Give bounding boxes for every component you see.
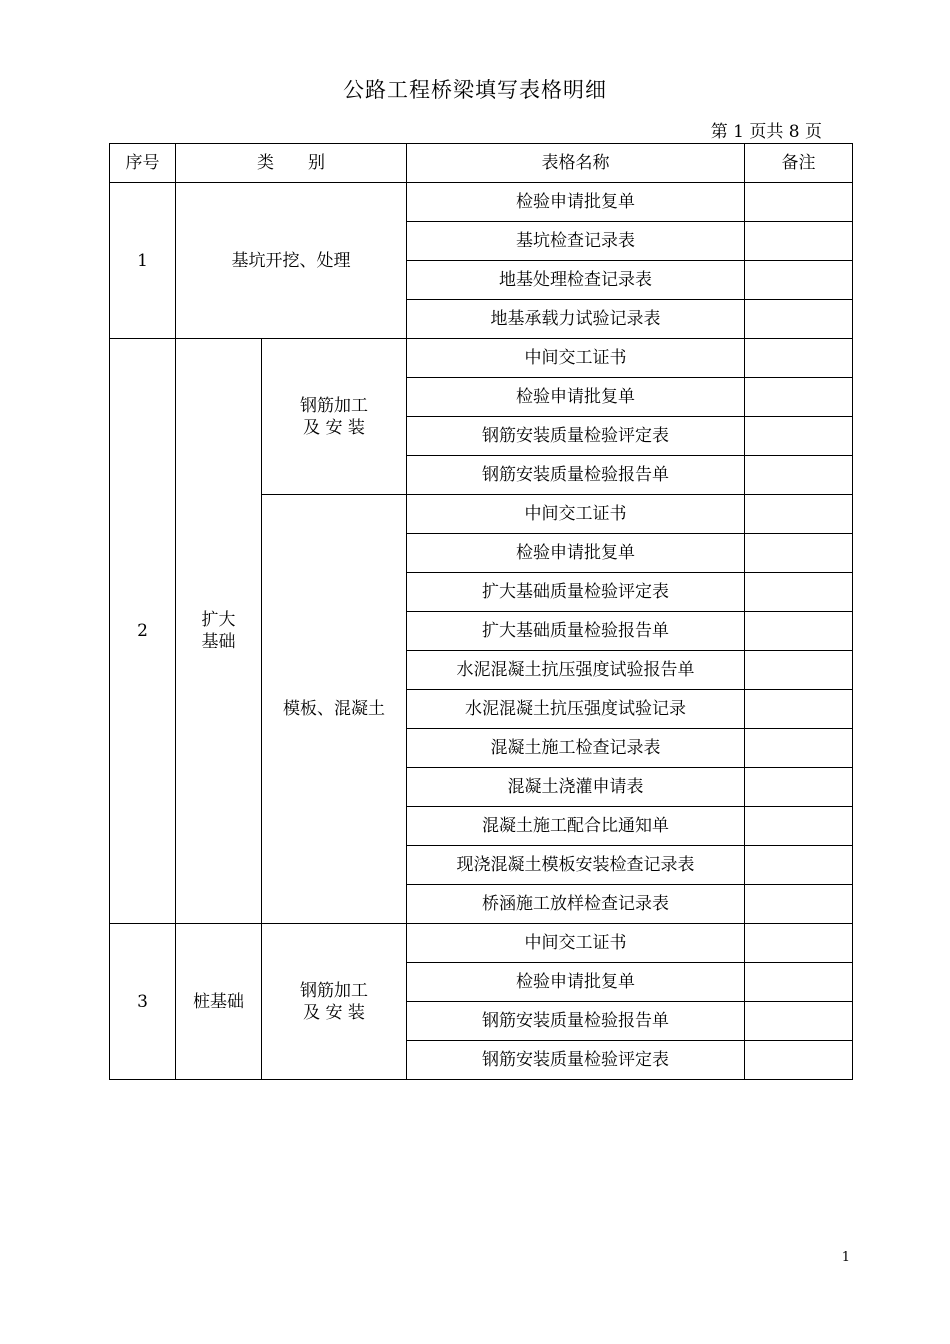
form-name-cell: 中间交工证书 bbox=[407, 924, 745, 963]
subcategory-line: 及 安 装 bbox=[303, 417, 365, 438]
form-name-cell: 水泥混凝土抗压强度试验报告单 bbox=[407, 651, 745, 690]
table-header-row bbox=[110, 144, 853, 183]
form-name-cell: 中间交工证书 bbox=[407, 495, 745, 534]
remark-cell bbox=[745, 846, 853, 885]
category-cell: 基坑开挖、处理 bbox=[176, 183, 407, 339]
subcategory-cell bbox=[262, 924, 407, 1080]
category-cell bbox=[176, 339, 262, 924]
remark-cell bbox=[745, 651, 853, 690]
form-name-cell: 钢筋安装质量检验报告单 bbox=[407, 1002, 745, 1041]
seq-cell: 1 bbox=[110, 183, 176, 339]
seq-cell: 2 bbox=[110, 339, 176, 924]
form-name-cell: 地基处理检查记录表 bbox=[407, 261, 745, 300]
form-name-cell: 混凝土施工检查记录表 bbox=[407, 729, 745, 768]
remark-cell bbox=[745, 261, 853, 300]
form-name-cell: 检验申请批复单 bbox=[407, 963, 745, 1002]
remark-cell bbox=[745, 924, 853, 963]
remark-cell bbox=[745, 768, 853, 807]
remark-cell bbox=[745, 339, 853, 378]
header-seq: 序号 bbox=[110, 144, 176, 183]
header-remark: 备注 bbox=[745, 144, 853, 183]
header-category: 类 别 bbox=[176, 144, 407, 183]
form-name-cell: 扩大基础质量检验评定表 bbox=[407, 573, 745, 612]
form-name-cell: 地基承载力试验记录表 bbox=[407, 300, 745, 339]
table-row bbox=[110, 183, 853, 222]
remark-cell bbox=[745, 1002, 853, 1041]
remark-cell bbox=[745, 378, 853, 417]
form-name-cell: 检验申请批复单 bbox=[407, 534, 745, 573]
remark-cell bbox=[745, 1041, 853, 1080]
page-title: 公路工程桥梁填写表格明细 bbox=[343, 78, 607, 102]
category-line: 基础 bbox=[201, 632, 236, 652]
remark-cell bbox=[745, 495, 853, 534]
form-name-cell: 检验申请批复单 bbox=[407, 378, 745, 417]
remark-cell bbox=[745, 573, 853, 612]
category-line: 扩大 bbox=[201, 610, 236, 630]
remark-cell bbox=[745, 300, 853, 339]
remark-cell bbox=[745, 456, 853, 495]
remark-cell bbox=[745, 963, 853, 1002]
header-form-name: 表格名称 bbox=[407, 144, 745, 183]
form-name-cell: 钢筋安装质量检验报告单 bbox=[407, 456, 745, 495]
form-name-cell: 基坑检查记录表 bbox=[407, 222, 745, 261]
subcategory-line: 及 安 装 bbox=[303, 1002, 365, 1023]
table-row bbox=[110, 924, 853, 963]
subcategory-line: 钢筋加工 bbox=[300, 395, 368, 416]
remark-cell bbox=[745, 222, 853, 261]
remark-cell bbox=[745, 183, 853, 222]
form-name-cell: 扩大基础质量检验报告单 bbox=[407, 612, 745, 651]
remark-cell bbox=[745, 612, 853, 651]
forms-table bbox=[109, 143, 853, 1080]
form-name-cell: 钢筋安装质量检验评定表 bbox=[407, 417, 745, 456]
form-name-cell: 现浇混凝土模板安装检查记录表 bbox=[407, 846, 745, 885]
subcategory-cell: 模板、混凝土 bbox=[262, 495, 407, 924]
form-name-cell: 检验申请批复单 bbox=[407, 183, 745, 222]
page-info: 第 1 页共 8 页 bbox=[710, 122, 822, 142]
form-name-cell: 钢筋安装质量检验评定表 bbox=[407, 1041, 745, 1080]
category-cell: 桩基础 bbox=[176, 924, 262, 1080]
subcategory-cell bbox=[262, 339, 407, 495]
form-name-cell: 桥涵施工放样检查记录表 bbox=[407, 885, 745, 924]
form-name-cell: 中间交工证书 bbox=[407, 339, 745, 378]
remark-cell bbox=[745, 690, 853, 729]
form-name-cell: 混凝土浇灌申请表 bbox=[407, 768, 745, 807]
form-name-cell: 混凝土施工配合比通知单 bbox=[407, 807, 745, 846]
table-row bbox=[110, 339, 853, 378]
page-number: 1 bbox=[841, 1250, 850, 1265]
form-name-cell: 水泥混凝土抗压强度试验记录 bbox=[407, 690, 745, 729]
remark-cell bbox=[745, 807, 853, 846]
subcategory-line: 钢筋加工 bbox=[300, 980, 368, 1001]
remark-cell bbox=[745, 534, 853, 573]
remark-cell bbox=[745, 885, 853, 924]
seq-cell: 3 bbox=[110, 924, 176, 1080]
remark-cell bbox=[745, 417, 853, 456]
remark-cell bbox=[745, 729, 853, 768]
